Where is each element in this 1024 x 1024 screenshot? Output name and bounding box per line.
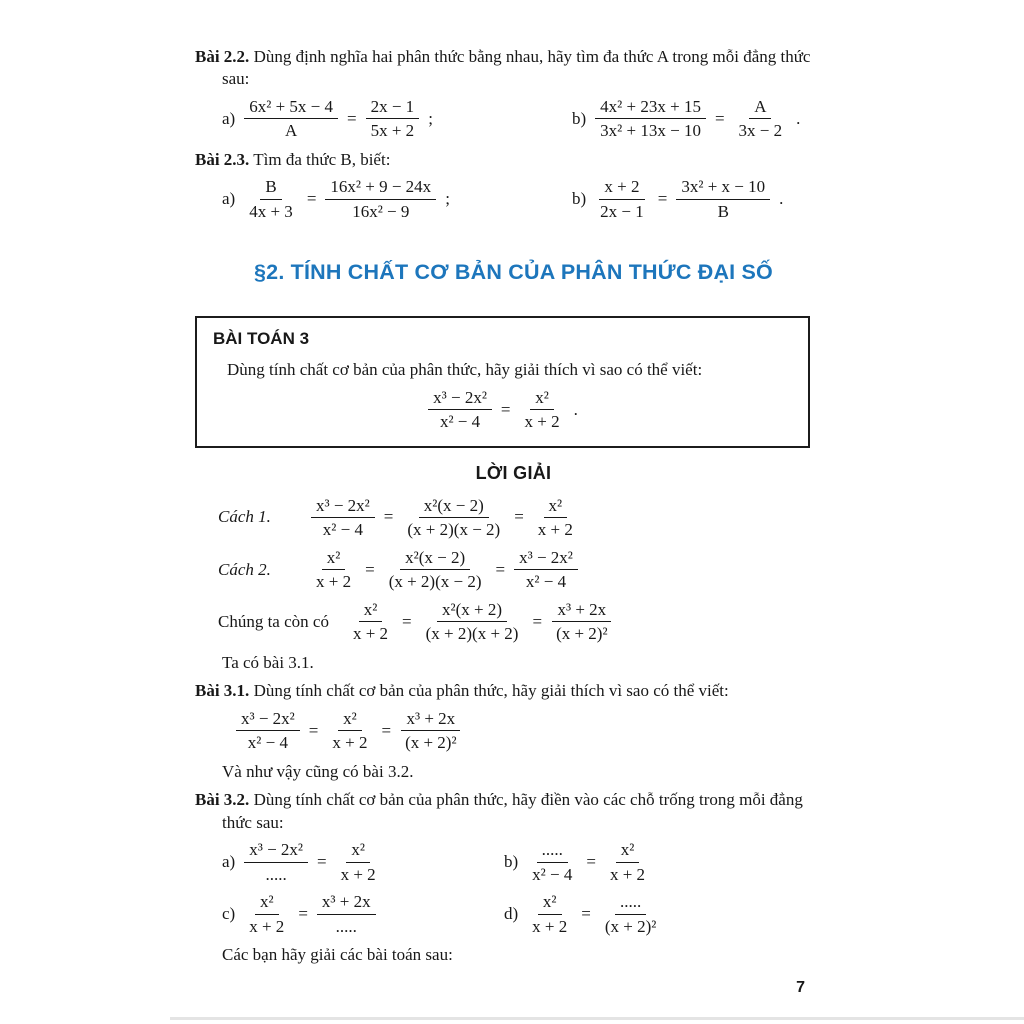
equation-2-2-a	[218, 97, 568, 141]
fraction-denominator: 4x + 3	[249, 201, 293, 221]
fraction-numerator: x²	[359, 600, 383, 623]
fraction	[527, 840, 577, 884]
fraction-numerator: x²	[544, 496, 568, 519]
fraction	[366, 97, 420, 141]
fraction	[400, 709, 462, 753]
math-text: =	[347, 108, 357, 128]
fraction	[325, 177, 436, 221]
fraction	[600, 892, 662, 936]
equation-2-3-a	[218, 177, 568, 221]
fraction-denominator: x + 2	[340, 864, 376, 884]
problem-2-2-label: Bài 2.2.	[195, 47, 250, 66]
fraction	[595, 177, 649, 221]
fraction	[384, 548, 487, 592]
math-text: .	[796, 108, 801, 128]
problem-3-1-text: Dùng tính chất cơ bản của phân thức, hãy giải thích vì sao có thể viết:	[253, 681, 729, 701]
fraction-numerator: x²	[338, 709, 362, 732]
math-text: ;	[445, 189, 450, 209]
equation-3-2-d	[500, 892, 666, 936]
fraction-denominator: (x + 2)(x − 2)	[388, 572, 482, 592]
fraction	[317, 892, 376, 936]
fraction-numerator: x²(x + 2)	[437, 600, 507, 623]
solution-heading: LỜI GIẢI	[475, 462, 552, 483]
equation-row-3-2-ab	[195, 840, 832, 884]
problem-3-1-statement	[195, 680, 832, 702]
math-text: b)	[504, 851, 519, 871]
section-heading: §2. TÍNH CHẤT CƠ BẢN CỦA PHÂN THỨC ĐẠI SỐ	[254, 259, 773, 284]
fraction-denominator: x + 2	[352, 624, 389, 644]
math-text: b)	[572, 189, 587, 209]
problem-box-text: Dùng tính chất cơ bản của phân thức, hãy giải thích vì sao có thể viết:	[227, 360, 703, 380]
fraction-denominator: x + 2	[609, 864, 646, 884]
fraction	[421, 600, 524, 644]
equation-baitoan-3	[213, 388, 792, 432]
fraction-denominator: (x + 2)(x − 2)	[407, 520, 501, 540]
math-text: =	[514, 507, 524, 527]
fraction-numerator: x³ + 2x	[401, 709, 460, 732]
fraction	[428, 388, 492, 432]
fraction-numerator: .....	[615, 892, 646, 915]
equation-3-2-b	[500, 840, 655, 884]
problem-2-2-text: Dùng định nghĩa hai phân thức bằng nhau, hãy tìm đa thức A trong mỗi đẳng thức sau:	[222, 47, 811, 89]
fraction	[734, 97, 788, 141]
fraction	[244, 177, 298, 221]
fraction-denominator: x + 2	[524, 412, 560, 432]
fraction-denominator: .....	[335, 916, 357, 936]
math-text: c)	[222, 904, 236, 924]
fraction-denominator: x + 2	[537, 520, 573, 540]
fraction-denominator: .....	[265, 864, 287, 884]
equation-3-1	[231, 709, 832, 753]
fraction-denominator: x² − 4	[525, 572, 567, 592]
problem-2-3-statement	[195, 149, 832, 171]
fraction	[520, 388, 565, 432]
fraction-numerator: 6x² + 5x − 4	[244, 97, 338, 120]
fraction-numerator: x²	[616, 840, 640, 863]
equation-row-2-3	[195, 177, 832, 221]
math-text: .	[573, 399, 578, 419]
problem-box-3	[195, 316, 810, 448]
math-text: ;	[428, 108, 433, 128]
math-text: =	[657, 189, 668, 209]
fraction-numerator: x³ − 2x²	[244, 840, 308, 863]
math-text: a)	[222, 189, 236, 209]
math-text: =	[500, 399, 511, 419]
fraction-numerator: x³ − 2x²	[514, 548, 578, 571]
problem-3-2-text: Dùng tính chất cơ bản của phân thức, hãy điền vào các chỗ trống trong mỗi đẳng thức sau:	[222, 790, 803, 832]
fraction-numerator: x²	[346, 840, 370, 863]
closing-text: Các bạn hãy giải các bài toán sau:	[222, 945, 453, 965]
fraction	[336, 840, 381, 884]
fraction-denominator: (x + 2)²	[405, 733, 457, 753]
fraction	[244, 97, 338, 141]
fraction-numerator: x³ − 2x²	[428, 388, 492, 411]
solution-note-text: Chúng ta còn có	[218, 611, 329, 631]
equation-2-3-b	[568, 177, 787, 221]
fraction-numerator: x + 2	[599, 177, 644, 200]
fraction-denominator: x² − 4	[322, 520, 363, 540]
fraction-numerator: x²	[322, 548, 346, 571]
fraction	[595, 97, 706, 141]
fraction-denominator: x + 2	[332, 733, 368, 753]
problem-2-2-statement	[195, 46, 832, 91]
equation-3-2-c	[218, 892, 500, 936]
math-text: =	[714, 108, 725, 128]
fraction	[311, 496, 375, 540]
fraction-numerator: .....	[537, 840, 568, 863]
fraction	[236, 709, 300, 753]
method-1-label: Cách 1.	[218, 507, 271, 527]
page-number: 7	[796, 978, 805, 996]
fraction	[327, 709, 372, 753]
fraction-denominator: 3x² + 13x − 10	[600, 121, 701, 141]
math-text: =	[306, 189, 317, 209]
fraction-denominator: (x + 2)²	[604, 916, 657, 936]
fraction	[533, 496, 578, 540]
fraction	[348, 600, 393, 644]
solution-note	[218, 600, 832, 644]
fraction-denominator: x + 2	[532, 916, 568, 936]
method-2-label: Cách 2.	[218, 559, 271, 579]
fraction-denominator: x² − 4	[532, 864, 573, 884]
fraction-denominator: B	[717, 201, 729, 221]
fraction-numerator: 2x − 1	[366, 97, 420, 120]
math-text: =	[532, 611, 543, 631]
equation-method-2	[306, 548, 583, 592]
followup-3-2: Và như vậy cũng có bài 3.2.	[222, 761, 414, 781]
fraction-numerator: x²(x − 2)	[419, 496, 489, 519]
math-text: =	[495, 559, 506, 579]
math-text: =	[402, 611, 412, 631]
fraction	[527, 892, 572, 936]
math-text: a)	[222, 108, 236, 128]
fraction-denominator: (x + 2)(x + 2)	[425, 624, 519, 644]
fraction	[605, 840, 650, 884]
fraction-denominator: x² − 4	[439, 412, 481, 432]
fraction	[402, 496, 505, 540]
problem-2-3-label: Bài 2.3.	[195, 149, 250, 169]
fraction-numerator: x²(x − 2)	[400, 548, 470, 571]
fraction-denominator: x² − 4	[247, 733, 288, 753]
math-text: .	[779, 189, 784, 209]
math-text: =	[383, 507, 394, 527]
fraction-numerator: x³ + 2x	[552, 600, 611, 623]
fraction-denominator: 16x² − 9	[352, 201, 410, 221]
equation-note	[343, 600, 618, 644]
fraction-numerator: 16x² + 9 − 24x	[325, 177, 436, 200]
fraction	[244, 892, 289, 936]
equation-2-2-b	[568, 97, 804, 141]
fraction	[311, 548, 356, 592]
fraction-numerator: A	[749, 97, 771, 120]
solution-method-1	[218, 496, 832, 540]
math-text: =	[308, 720, 319, 740]
problem-3-2-label: Bài 3.2.	[195, 790, 250, 810]
fraction	[551, 600, 613, 644]
fraction-numerator: B	[260, 177, 281, 200]
fraction	[244, 840, 308, 884]
fraction-numerator: x³ − 2x²	[311, 496, 375, 519]
math-text: b)	[572, 108, 587, 128]
fraction-denominator: 2x − 1	[600, 201, 644, 221]
fraction-denominator: x + 2	[249, 916, 285, 936]
equation-row-2-2	[195, 97, 832, 141]
followup-3-1: Ta có bài 3.1.	[222, 652, 314, 672]
math-text: d)	[504, 904, 519, 924]
fraction-denominator: x + 2	[316, 572, 352, 592]
math-text: =	[581, 904, 591, 924]
fraction-numerator: 3x² + x − 10	[676, 177, 770, 200]
fraction-numerator: x³ + 2x	[317, 892, 376, 915]
equation-row-3-2-cd	[195, 892, 832, 936]
fraction-denominator: (x + 2)²	[556, 624, 608, 644]
fraction-denominator: 5x + 2	[370, 121, 415, 141]
problem-box-title: BÀI TOÁN 3	[213, 328, 310, 348]
equation-3-2-a	[218, 840, 500, 884]
problem-2-3-text: Tìm đa thức B, biết:	[253, 149, 391, 169]
fraction-numerator: x²	[538, 892, 562, 915]
math-text: a)	[222, 851, 236, 871]
problem-3-1-label: Bài 3.1.	[195, 681, 250, 701]
math-text: =	[298, 904, 308, 924]
fraction-denominator: A	[284, 121, 298, 141]
fraction	[676, 177, 770, 221]
problem-3-2-statement	[195, 789, 832, 834]
equation-method-1	[306, 496, 583, 540]
fraction-denominator: 3x − 2	[738, 121, 783, 141]
fraction-numerator: x³ − 2x²	[236, 709, 300, 732]
fraction-numerator: x²	[255, 892, 279, 915]
fraction-numerator: x²	[530, 388, 554, 411]
math-text: =	[586, 851, 596, 871]
math-text: =	[317, 851, 327, 871]
solution-method-2	[218, 548, 832, 592]
math-text: =	[381, 720, 392, 740]
math-text: =	[365, 559, 375, 579]
fraction	[514, 548, 578, 592]
fraction-numerator: 4x² + 23x + 15	[595, 97, 706, 120]
scan-edge-artifact	[170, 1017, 1024, 1020]
